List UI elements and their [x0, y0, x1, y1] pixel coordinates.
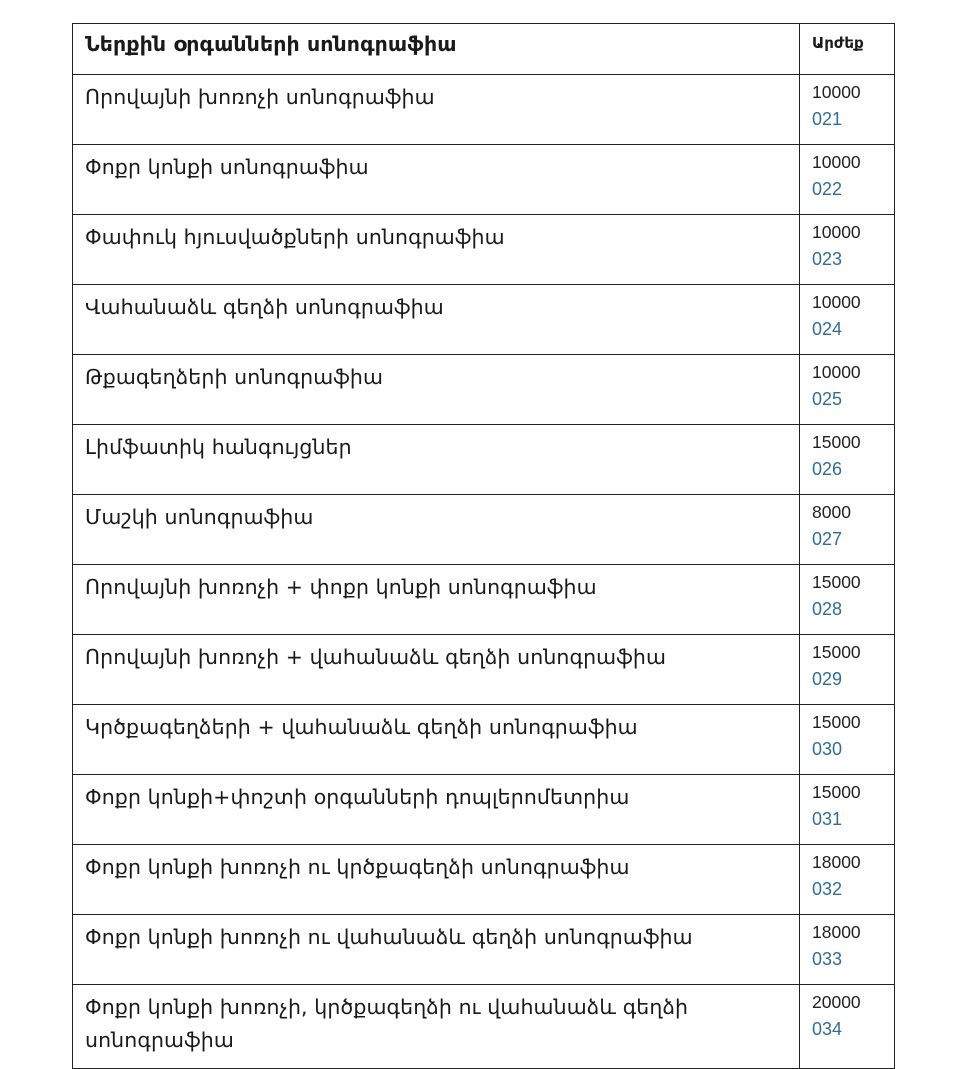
- service-price-cell: [800, 425, 895, 495]
- table-row: [73, 635, 895, 705]
- service-price-cell: [800, 285, 895, 355]
- service-amount: 10000: [812, 362, 861, 382]
- service-name: Որովայնի խոռոչի + վահանաձև գեղձի սոնոգրաֆիա: [73, 635, 800, 705]
- service-code: 032: [812, 879, 843, 899]
- service-code: 026: [812, 459, 843, 479]
- service-price-cell: [800, 845, 895, 915]
- service-name: Վահանաձև գեղձի սոնոգրաֆիա: [73, 285, 800, 355]
- table-row: [73, 145, 895, 215]
- service-code: 023: [812, 249, 843, 269]
- service-price-cell: [800, 985, 895, 1069]
- service-price-cell: [800, 915, 895, 985]
- service-amount: 15000: [812, 642, 861, 662]
- table-header-row: [73, 24, 895, 75]
- service-amount: 10000: [812, 82, 861, 102]
- table-row: [73, 915, 895, 985]
- service-code: 028: [812, 599, 843, 619]
- service-price-cell: [800, 635, 895, 705]
- table-row: [73, 75, 895, 145]
- header-price: Արժեք: [800, 24, 895, 75]
- table-row: [73, 425, 895, 495]
- service-name: Փոքր կոնքի խոռոչի ու վահանաձև գեղձի սոնոգրաֆիա: [73, 915, 800, 985]
- service-price-cell: [800, 145, 895, 215]
- service-amount: 10000: [812, 222, 861, 242]
- service-price-cell: [800, 565, 895, 635]
- service-amount: 20000: [812, 992, 861, 1012]
- service-code: 033: [812, 949, 843, 969]
- service-price-cell: [800, 75, 895, 145]
- service-name: Փոքր կոնքի+փոշտի օրգանների դոպլերոմետրիա: [73, 775, 800, 845]
- table-row: [73, 985, 895, 1069]
- service-amount: 10000: [812, 292, 861, 312]
- service-amount: 18000: [812, 922, 861, 942]
- table-row: [73, 705, 895, 775]
- price-table: [72, 23, 895, 1069]
- service-name: Փափուկ հյուսվածքների սոնոգրաֆիա: [73, 215, 800, 285]
- service-code: 027: [812, 529, 843, 549]
- service-code: 021: [812, 109, 843, 129]
- service-name: Որովայնի խոռոչի սոնոգրաֆիա: [73, 75, 800, 145]
- service-code: 031: [812, 809, 843, 829]
- service-name: Կրծքագեղձերի + վահանաձև գեղձի սոնոգրաֆիա: [73, 705, 800, 775]
- table-row: [73, 775, 895, 845]
- service-amount: 15000: [812, 572, 861, 592]
- header-service-name: Ներքին օրգանների սոնոգրաֆիա: [73, 24, 800, 75]
- service-code: 030: [812, 739, 843, 759]
- service-amount: 15000: [812, 432, 861, 452]
- service-name: Լիմֆատիկ հանգույցներ: [73, 425, 800, 495]
- service-name: Փոքր կոնքի սոնոգրաֆիա: [73, 145, 800, 215]
- service-code: 029: [812, 669, 843, 689]
- service-amount: 15000: [812, 782, 861, 802]
- service-price-cell: [800, 705, 895, 775]
- service-amount: 10000: [812, 152, 861, 172]
- service-price-cell: [800, 495, 895, 565]
- service-price-cell: [800, 775, 895, 845]
- service-price-cell: [800, 355, 895, 425]
- service-code: 025: [812, 389, 843, 409]
- table-row: [73, 215, 895, 285]
- service-name: Փոքր կոնքի խոռոչի, կրծքագեղձի ու վահանաձև գեղձի սոնոգրաֆիա: [73, 985, 800, 1069]
- table-row: [73, 845, 895, 915]
- service-code: 024: [812, 319, 843, 339]
- service-amount: 15000: [812, 712, 861, 732]
- table-row: [73, 355, 895, 425]
- service-name: Փոքր կոնքի խոռոչի ու կրծքագեղձի սոնոգրաֆիա: [73, 845, 800, 915]
- service-name: Թքագեղձերի սոնոգրաֆիա: [73, 355, 800, 425]
- service-name: Մաշկի սոնոգրաֆիա: [73, 495, 800, 565]
- table-row: [73, 495, 895, 565]
- service-price-cell: [800, 215, 895, 285]
- service-amount: 8000: [812, 502, 851, 522]
- service-code: 022: [812, 179, 843, 199]
- service-amount: 18000: [812, 852, 861, 872]
- service-code: 034: [812, 1019, 843, 1039]
- table-row: [73, 285, 895, 355]
- table-row: [73, 565, 895, 635]
- service-name: Որովայնի խոռոչի + փոքր կոնքի սոնոգրաֆիա: [73, 565, 800, 635]
